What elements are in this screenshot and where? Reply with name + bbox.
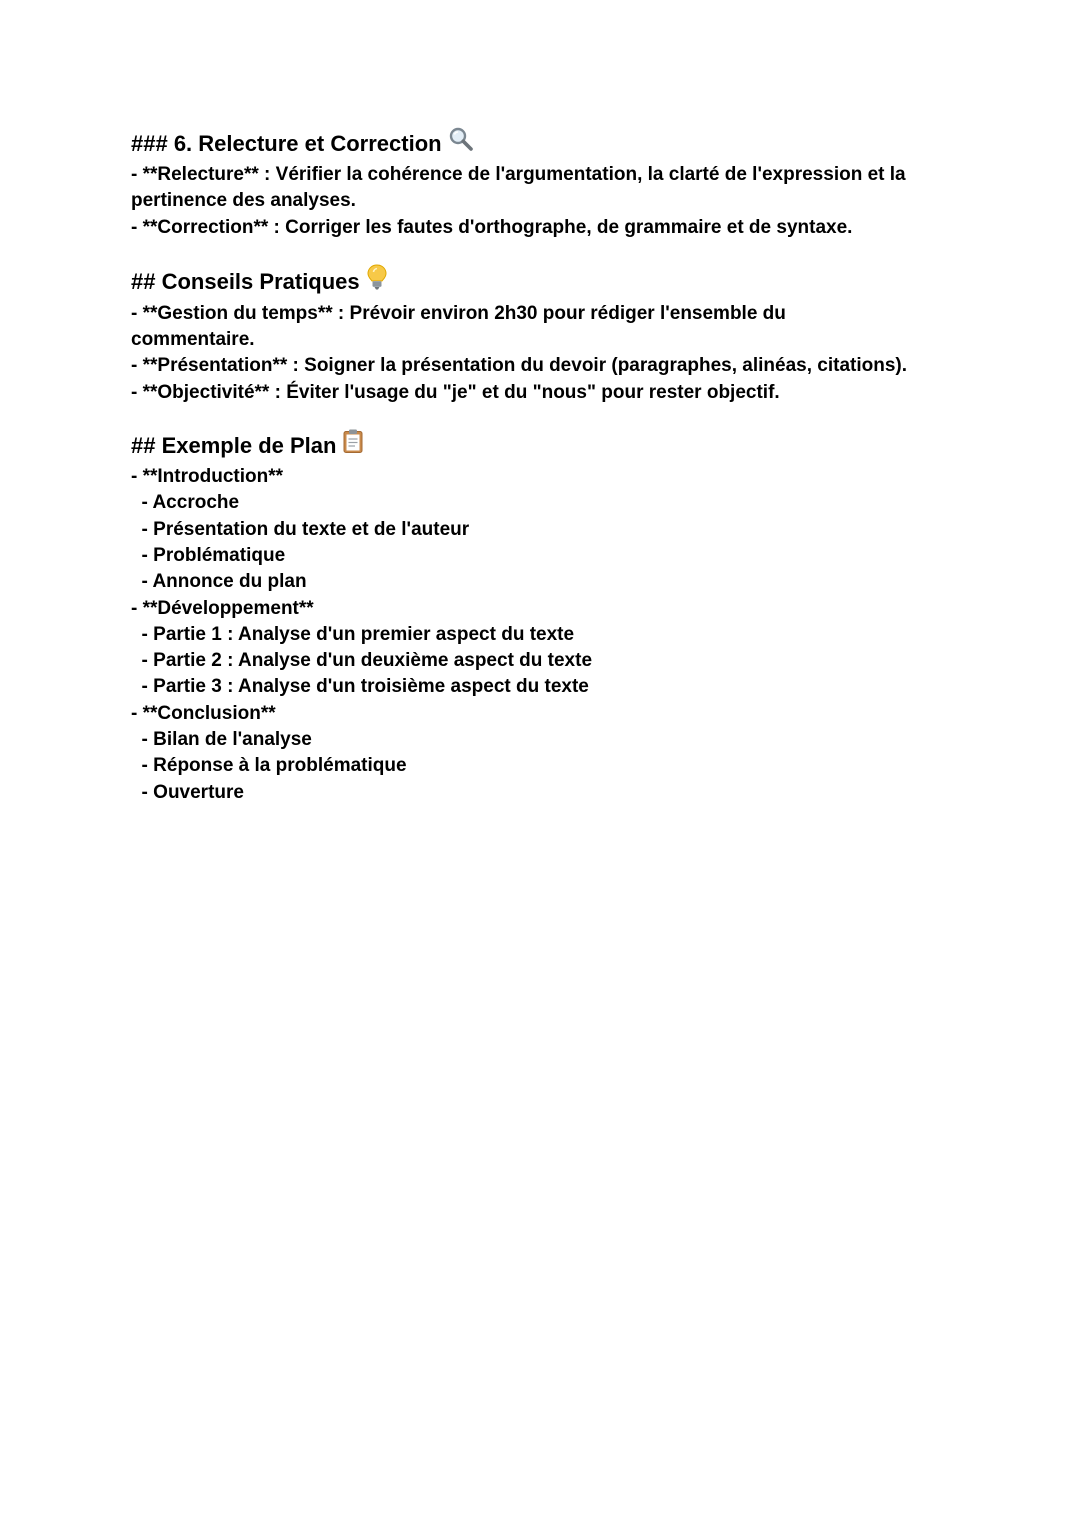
- text-line: - **Objectivité** : Éviter l'usage du "je" et du "nous" pour rester objectif.: [131, 381, 780, 403]
- text-line: - **Relecture** : Vérifier la cohérence de l'argumentation, la clarté de l'expression et la: [131, 164, 906, 185]
- clipboard-icon: [342, 428, 364, 462]
- list-item: - Annonce du plan: [131, 571, 307, 593]
- spacer: [131, 406, 961, 430]
- list-item: - Accroche: [131, 492, 240, 514]
- section-heading-conseils: [131, 265, 961, 301]
- list-item: - **Développement**: [131, 597, 314, 619]
- list-item: - Partie 3 : Analyse d'un troisième aspect du texte: [131, 676, 589, 698]
- list-item: - Ouverture: [131, 781, 244, 803]
- section-heading-exemple-plan: [131, 430, 961, 464]
- list-item: - Problématique: [131, 544, 286, 566]
- magnifier-icon: [448, 126, 474, 160]
- heading-text: ### 6. Relecture et Correction: [131, 130, 442, 156]
- lightbulb-icon: [366, 263, 388, 299]
- heading-text: ## Exemple de Plan: [131, 432, 337, 458]
- document-body: [131, 128, 961, 806]
- list-item: - **Introduction**: [131, 466, 283, 488]
- text-line: pertinence des analyses.: [131, 190, 356, 212]
- list-item: - Réponse à la problématique: [131, 755, 407, 777]
- text-line: commentaire.: [131, 329, 255, 351]
- list-item: - Partie 2 : Analyse d'un deuxième aspect du texte: [131, 650, 593, 672]
- text-line: - **Correction** : Corriger les fautes d'orthographe, de grammaire et de syntaxe.: [131, 216, 853, 238]
- heading-text: ## Conseils Pratiques: [131, 268, 360, 294]
- list-item: - Bilan de l'analyse: [131, 729, 312, 751]
- text-line: - **Présentation** : Soigner la présentation du devoir (paragraphes, alinéas, citations).: [131, 355, 908, 377]
- text-line: - **Gestion du temps** : Prévoir environ 2h30 pour rédiger l'ensemble du: [131, 302, 786, 324]
- list-item: - Partie 1 : Analyse d'un premier aspect du texte: [131, 623, 575, 645]
- list-item: - Présentation du texte et de l'auteur: [131, 518, 470, 540]
- list-item: - **Conclusion**: [131, 702, 276, 724]
- section-heading-relecture: [131, 128, 961, 162]
- spacer: [131, 241, 961, 265]
